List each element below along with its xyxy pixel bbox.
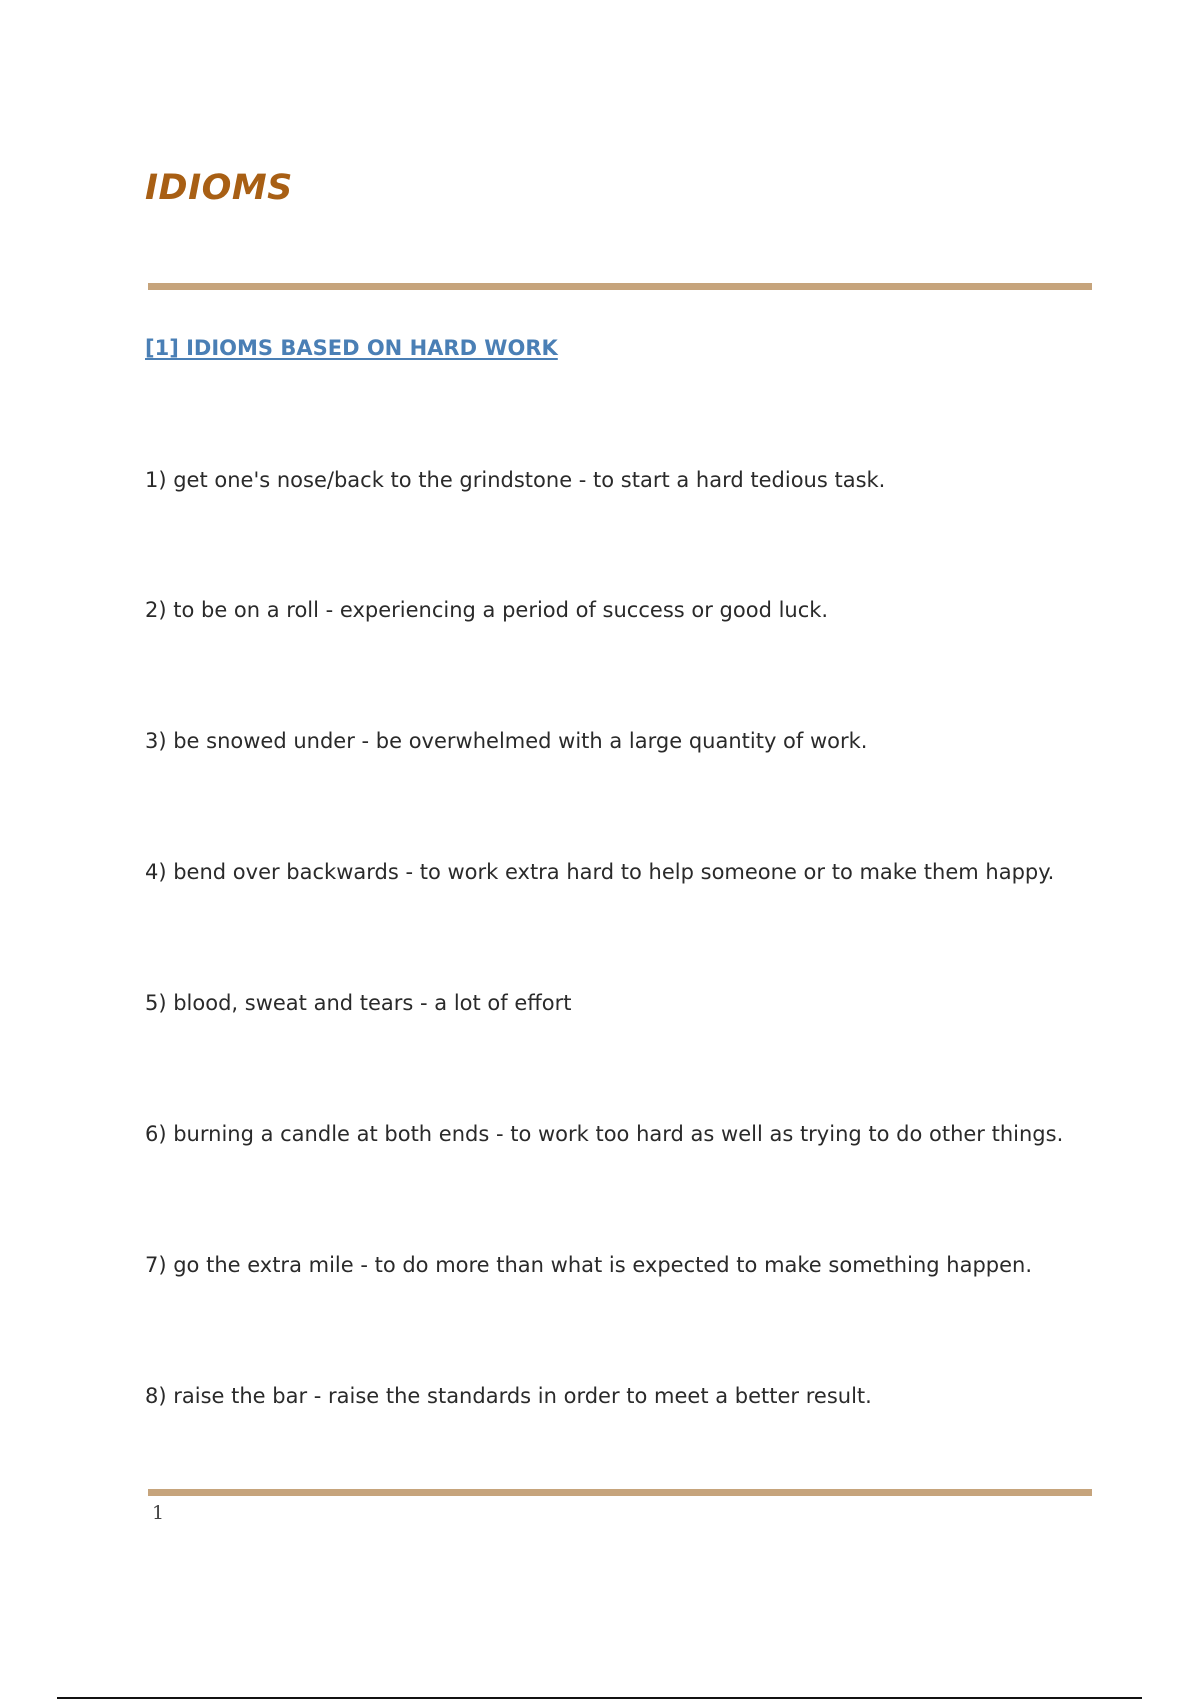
idiom-item-6: 6) burning a candle at both ends - to work too hard as well as trying to do other things.	[145, 1122, 1064, 1146]
idiom-item-8: 8) raise the bar - raise the standards in order to meet a better result.	[145, 1384, 872, 1408]
idiom-item-4: 4) bend over backwards - to work extra hard to help someone or to make them happy.	[145, 860, 1055, 884]
page-bottom-border	[57, 1697, 1142, 1699]
page-number: 1	[152, 1502, 165, 1524]
page-title: IDIOMS	[145, 168, 293, 208]
idiom-item-7: 7) go the extra mile - to do more than what is expected to make something happen.	[145, 1253, 1033, 1277]
footer-divider	[148, 1489, 1092, 1496]
section-heading-link[interactable]: [1] IDIOMS BASED ON HARD WORK	[145, 336, 558, 360]
header-divider	[148, 283, 1092, 290]
idiom-item-1: 1) get one's nose/back to the grindstone - to start a hard tedious task.	[145, 468, 886, 492]
idiom-item-2: 2) to be on a roll - experiencing a period of success or good luck.	[145, 598, 829, 622]
idiom-item-3: 3) be snowed under - be overwhelmed with a large quantity of work.	[145, 729, 868, 753]
idiom-item-5: 5) blood, sweat and tears - a lot of effort	[145, 991, 572, 1015]
